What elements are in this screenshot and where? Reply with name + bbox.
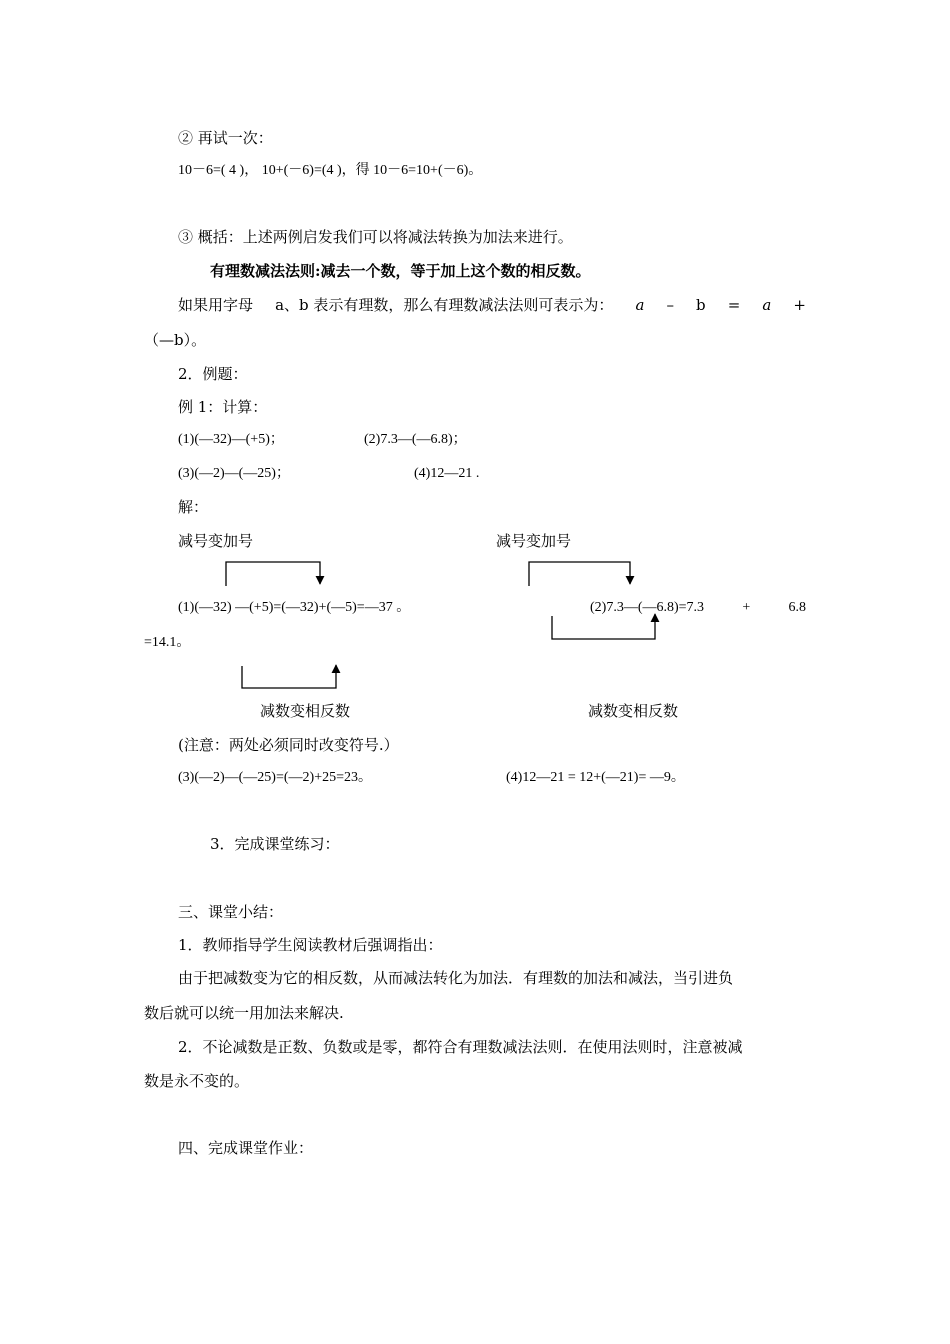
summary-statement: ③ 概括：上述两例启发我们可以将减法转换为加法来进行。 bbox=[178, 228, 573, 246]
solution-4: (4)12—21 = 12+(—21)= —9。 bbox=[506, 770, 685, 785]
rule-letters-part: + bbox=[793, 296, 806, 314]
sign-change-note: (注意：两处必须同时改变符号.） bbox=[178, 736, 399, 754]
rule-letters-part: a bbox=[635, 296, 645, 314]
try-again-equation: 10－6=( 4 )， 10+(－6)=(4 )，得 10－6=10+(－6)。 bbox=[178, 163, 483, 178]
rule-letters-part: a、b 表示有理数，那么有理数减法法则可表示为： bbox=[275, 296, 614, 314]
rule-letters-continuation: （—b）。 bbox=[144, 331, 207, 349]
summary-heading: 三、课堂小结： bbox=[178, 903, 284, 921]
solution-2-part: + bbox=[742, 600, 751, 615]
rule-letters-part: a bbox=[762, 296, 772, 314]
subtraction-rule: 有理数减法法则:减去一个数，等于加上这个数的相反数。 bbox=[210, 262, 591, 280]
problem-4: (4)12—21 . bbox=[414, 466, 480, 481]
summary-point-1: 1．教师指导学生阅读教材后强调指出： bbox=[178, 936, 443, 954]
rule-letters-part: b bbox=[696, 296, 706, 314]
solution-2-continuation: =14.1。 bbox=[144, 635, 191, 650]
rule-letters-part: – bbox=[666, 296, 674, 314]
summary-point-2: 2．不论减数是正数、负数或是零，都符合有理数减法法则．在使用法则时，注意被减 bbox=[178, 1038, 743, 1056]
solution-2-part: 6.8 bbox=[788, 600, 806, 615]
arrow-right-top bbox=[529, 562, 630, 586]
rule-letters-part: = bbox=[727, 296, 741, 314]
solution-1: (1)(—32) —(+5)=(—32)+(—5)=—37 。 bbox=[178, 600, 411, 615]
annotation-negate-left: 减数变相反数 bbox=[260, 702, 351, 720]
solution-3: (3)(—2)—(—25)=(—2)+25=23。 bbox=[178, 770, 372, 785]
try-again-heading: ② 再试一次： bbox=[178, 129, 273, 147]
examples-heading: 2．例题： bbox=[178, 365, 248, 383]
summary-point-2-cont: 数是永不变的。 bbox=[144, 1072, 250, 1090]
annotation-negate-right: 减数变相反数 bbox=[588, 702, 679, 720]
homework-heading: 四、完成课堂作业： bbox=[178, 1139, 314, 1157]
summary-point-1-body: 由于把减数变为它的相反数，从而减法转化为加法．有理数的加法和减法，当引进负 bbox=[178, 969, 734, 987]
annotation-minus-to-plus-left: 减号变加号 bbox=[178, 532, 254, 550]
solution-2-part: (2)7.3—(—6.8)=7.3 bbox=[590, 600, 705, 615]
example1-label: 例 1：计算： bbox=[178, 398, 268, 416]
solution-label: 解： bbox=[178, 498, 209, 516]
arrow-left-bottom bbox=[242, 665, 336, 688]
arrow-left-top bbox=[226, 562, 320, 586]
arrow-right-bottom bbox=[552, 614, 655, 639]
problem-2: (2)7.3—(—6.8)； bbox=[364, 432, 467, 447]
exercise-heading: 3．完成课堂练习： bbox=[210, 835, 340, 853]
annotation-minus-to-plus-right: 减号变加号 bbox=[496, 532, 572, 550]
problem-3: (3)(—2)—(—25)； bbox=[178, 466, 290, 481]
rule-letters-part: 如果用字母 bbox=[178, 296, 254, 314]
problem-1: (1)(—32)—(+5)； bbox=[178, 432, 284, 447]
summary-point-1-body-cont: 数后就可以统一用加法来解决. bbox=[144, 1004, 344, 1022]
